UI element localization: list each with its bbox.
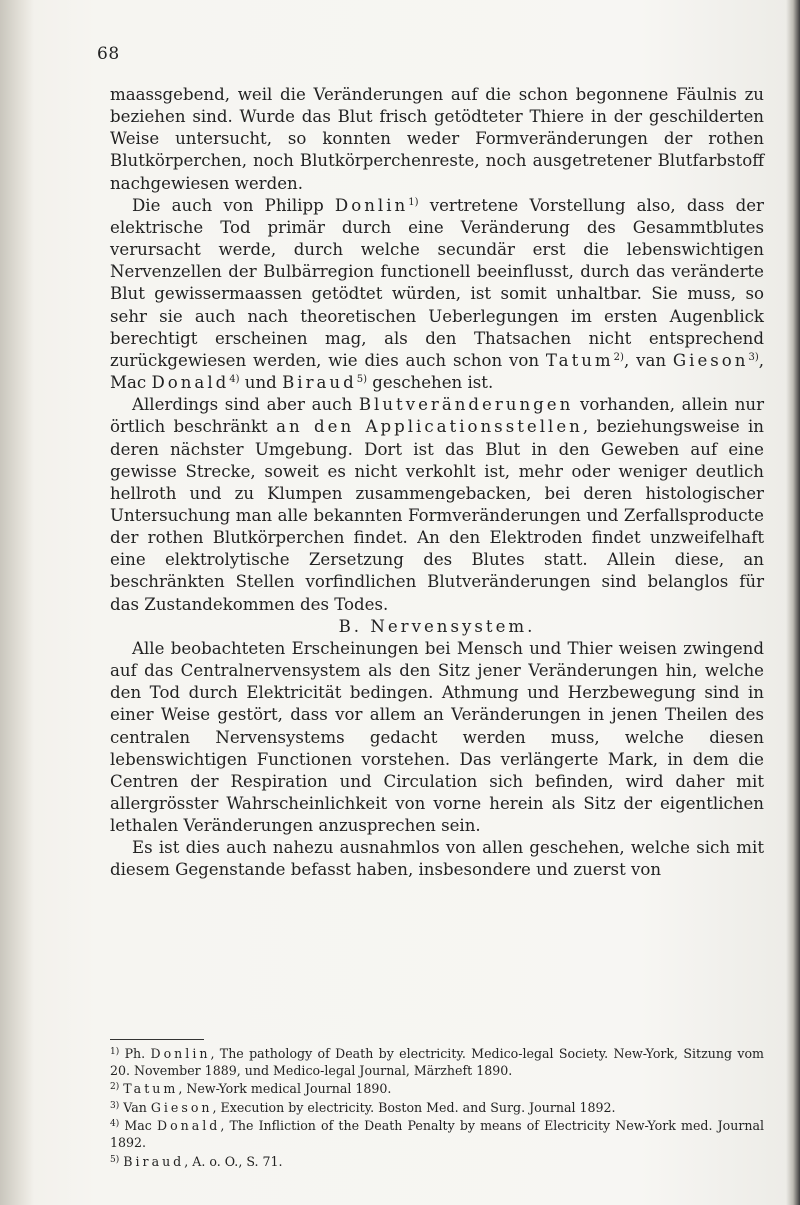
text-run: , Execution by electricity. Boston Med. and Surg. Journal 1892. [212, 1099, 616, 1115]
paragraph [110, 638, 764, 837]
spaced-name: Gieson [672, 350, 749, 370]
spaced-name: Donlin [334, 195, 409, 215]
text-run: und [239, 373, 283, 393]
text-run: , Mac [110, 350, 764, 393]
spaced-name: Blutveränderungen [358, 395, 574, 415]
text-run: Allerdings sind aber auch [132, 395, 359, 415]
footnote [110, 1079, 764, 1098]
footnote-number: 5) [110, 1154, 120, 1165]
text-run: vorhanden, allein nur örtlich beschränkt [110, 395, 764, 437]
footnote-number: 2) [110, 1082, 120, 1093]
text-run: Alle beobachteten Erscheinungen bei Mensch und Thier weisen zwingend auf das Centralnervensystem als den Sitz jener Veränderungen hin, welche den Tod durch Elektricität bedingen. Athmung und Herzbewegung sind in einer Weise gestört, dass vor allem an Veränderungen in jenen Theilen des centralen Nervensystems gedacht werden muss, welche diesen lebenswichtigen Functionen vorstehen. Das verlängerte Mark, in dem die Centren der Respiration und Circulation sich befinden, wird daher mit allergrösster Wahrscheinlichkeit von vorne herein als Sitz der eigentlichen lethalen Veränderungen anzusprechen sein. [110, 638, 764, 836]
spaced-name: Tatum [123, 1081, 179, 1097]
spaced-name: an den Applicationsstellen [276, 417, 583, 437]
paragraph [110, 84, 764, 195]
footnote-reference: 4) [229, 374, 240, 386]
footnote [110, 1098, 764, 1117]
spaced-name: Biraud [282, 373, 357, 393]
text-run: , van [623, 350, 673, 370]
spaced-name: Tatum [545, 350, 614, 370]
footnote-reference: 1) [408, 196, 419, 208]
text-run: geschehen ist. [366, 373, 494, 393]
footnote [110, 1044, 764, 1079]
page-edge-shadow [786, 0, 800, 1205]
footnote-reference: 2) [613, 351, 624, 363]
footnote-number: 1) [110, 1047, 120, 1057]
text-run: B. Nervensystem. [338, 616, 536, 636]
text-run: vertretene Vorstellung also, dass der elektrische Tod primär durch eine Veränderung des Gesammtblutes verursacht werde, durch welche secundär erst die lebenswichtigen Nervenzellen der Bulbärregion functionell beeinflusst, durch das veränderte Blut gewissermaassen getödtet würden, ist somit unhaltbar. Sie muss, so sehr sie auch nach theoretischen Ueberlegungen im ersten Augenblick berechtigt erscheinen mag, als den Thatsachen nicht entsprechend zurückgewiesen werden, wie dies auch schon von [110, 195, 764, 370]
paragraph [110, 394, 764, 616]
text-run: maassgebend, weil die Veränderungen auf die schon begonnene Fäulnis zu beziehen sind. Wurde das Blut frisch getödteter Thiere in der geschilderten Weise untersucht, so konnten weder Formveränderungen der rothen Blutkörperchen, noch Blutkörperchenreste, noch ausgetretener Blutfarbstoff nachgewiesen werden. [110, 85, 764, 193]
footnote-number: 3) [110, 1100, 120, 1111]
text-run: , A. o. O., S. 71. [184, 1153, 283, 1169]
page-gutter-shadow [0, 0, 34, 1205]
text-run: Mac [124, 1118, 157, 1134]
paragraph [110, 837, 764, 881]
footnote [110, 1116, 764, 1151]
footnote [110, 1152, 764, 1171]
text-run: , The Infliction of the Death Penalty by means of Electricity New-York med. Journal 1892. [110, 1118, 764, 1150]
text-run: , The pathology of Death by electricity. Medico-legal Society. New-York, Sitzung vom 20. November 1889, und Medico-legal Journal, Märzheft 1890. [110, 1046, 764, 1078]
spaced-name: Donald [151, 373, 230, 393]
spaced-name: Biraud [123, 1153, 185, 1169]
section-heading [110, 616, 764, 638]
body-text [110, 84, 764, 882]
footnotes [110, 1044, 764, 1170]
text-run: Die auch von Philipp [132, 195, 335, 215]
spaced-name: Donald [156, 1118, 221, 1134]
footnote-reference: 3) [748, 351, 759, 363]
footnote-number: 4) [110, 1119, 120, 1130]
spaced-name: Gieson [150, 1099, 213, 1115]
footnote-separator [110, 1039, 204, 1040]
text-run: Es ist dies auch nahezu ausnahmlos von allen geschehen, welche sich mit diesem Gegenstande befasst haben, insbesondere und zuerst von [110, 838, 764, 880]
page-number: 68 [97, 44, 120, 64]
text-run: , New-York medical Journal 1890. [178, 1081, 392, 1097]
paragraph [110, 195, 764, 394]
footnote-reference: 5) [356, 374, 367, 386]
text-run: , beziehungsweise in deren nächster Umgebung. Dort ist das Blut in den Geweben auf eine gewisse Strecke, soweit es nicht verkohlt ist, mehr oder weniger deutlich hellroth und zu Klumpen zusammengebacken, bei deren histologischer Untersuchung man alle bekannten Formveränderungen und Zerfallsproducte der rothen Blutkörperchen findet. An den Elektroden findet unzweifelhaft eine elektrolytische Zersetzung des Blutes statt. Allein diese, an beschränkten Stellen vorfindlichen Blutveränderungen sind belanglos für das Zustandekommen des Todes. [110, 417, 764, 614]
spaced-name: Donlin [150, 1046, 211, 1061]
text-run: Van [123, 1099, 151, 1115]
text-run: Ph. [124, 1046, 151, 1061]
